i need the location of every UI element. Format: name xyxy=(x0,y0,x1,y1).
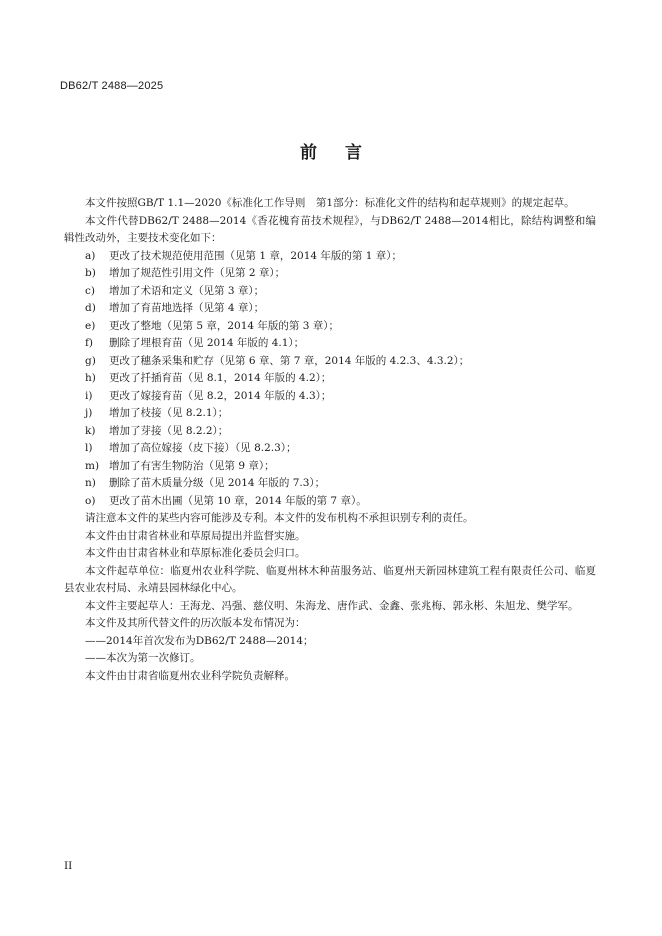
list-marker: l) xyxy=(85,442,93,454)
list-marker: o) xyxy=(85,494,96,507)
list-text: 删除了埋根育苗（见 2014 年版的 4.1）； xyxy=(109,337,305,349)
list-marker: g) xyxy=(85,354,96,367)
version-history-item: ——本次为第一次修订。 xyxy=(85,652,201,664)
list-item xyxy=(85,493,596,511)
page-number: II xyxy=(64,860,73,872)
list-marker: n) xyxy=(85,477,96,489)
list-text: 增加了规范性引用文件（见第 2 章）； xyxy=(109,267,286,279)
list-item xyxy=(85,300,596,318)
drafting-units: 本文件起草单位：临夏州农业科学院、临夏州林木种苗服务站、临夏州天新园林建筑工程有限责任公司、临夏县农业农村局、永靖县园林绿化中心。 xyxy=(64,564,596,594)
list-text: 更改了苗木出圃（见第 10 章，2014 年版的第 7 章）。 xyxy=(109,494,367,507)
list-marker: k) xyxy=(85,424,96,437)
list-text: 增加了术语和定义（见第 3 章）； xyxy=(109,284,265,297)
list-item xyxy=(85,388,596,406)
list-text: 删除了苗木质量分级（见 2014 年版的 7.3）； xyxy=(109,477,326,489)
list-marker: f) xyxy=(85,337,93,349)
list-item xyxy=(85,475,596,493)
list-marker: j) xyxy=(85,407,93,419)
preface-body xyxy=(64,195,596,685)
list-item xyxy=(85,248,596,266)
page-title: 前言 xyxy=(300,143,390,163)
drafters: 本文件主要起草人：王海龙、冯强、慈仪明、朱海龙、唐作武、金鑫、张兆梅、郭永彬、朱旭龙、樊学军。 xyxy=(85,599,579,612)
list-marker: h) xyxy=(85,372,96,384)
list-item xyxy=(85,353,596,371)
list-marker: b) xyxy=(85,267,96,279)
list-item xyxy=(85,440,596,458)
list-item xyxy=(85,265,596,283)
list-text: 更改了技术规范使用范围（见第 1 章，2014 年版的第 1 章）； xyxy=(109,249,403,262)
list-marker: c) xyxy=(85,284,95,297)
list-item xyxy=(85,318,596,336)
list-text: 增加了有害生物防治（见第 9 章）； xyxy=(109,459,275,472)
list-text: 增加了芽接（见 8.2.2）； xyxy=(109,424,229,437)
version-history-item: ——2014年首次发布为DB62/T 2488—2014； xyxy=(85,634,314,647)
list-text: 增加了枝接（见 8.2.1）； xyxy=(109,407,229,419)
list-item xyxy=(85,335,596,353)
list-text: 增加了高位嫁接（皮下接）（见 8.2.3）； xyxy=(109,442,297,454)
list-item xyxy=(85,405,596,423)
version-history-intro: 本文件及其所代替文件的历次版本发布情况为： xyxy=(85,617,306,629)
list-text: 更改了穗条采集和贮存（见第 6 章、第 7 章，2014 年版的 4.2.3、4.3.2）； xyxy=(109,354,470,367)
intro-paragraph-1: 本文件按照GB/T 1.1—2020《标准化工作导则 第1部分：标准化文件的结构和起草规则》的规定起草。 xyxy=(85,197,575,209)
intro-paragraph-2: 本文件代替DB62/T 2488—2014《香花槐育苗技术规程》，与DB62/T 2488—2014相比，除结构调整和编辑性改动外，主要技术变化如下： xyxy=(64,214,596,244)
patent-notice: 请注意本文件的某些内容可能涉及专利。本文件的发布机构不承担识别专利的责任。 xyxy=(85,512,474,524)
list-marker: d) xyxy=(85,302,96,314)
centralized-statement: 本文件由甘肃省林业和草原标准化委员会归口。 xyxy=(85,547,306,559)
proposer-statement: 本文件由甘肃省林业和草原局提出并监督实施。 xyxy=(85,529,306,542)
list-marker: m) xyxy=(85,459,100,472)
list-marker: e) xyxy=(85,319,96,332)
list-text: 更改了扦插育苗（见 8.1，2014 年版的 4.2）； xyxy=(109,372,332,384)
list-marker: a) xyxy=(85,249,96,262)
list-text: 更改了嫁接育苗（见 8.2，2014 年版的 4.3）； xyxy=(109,389,332,402)
list-item xyxy=(85,423,596,441)
interpretation-statement: 本文件由甘肃省临夏州农业科学院负责解释。 xyxy=(85,669,295,682)
list-item xyxy=(85,370,596,388)
list-text: 更改了整地（见第 5 章，2014 年版的第 3 章）； xyxy=(109,319,340,332)
standard-code: DB62/T 2488—2025 xyxy=(60,80,164,92)
technical-changes-list xyxy=(64,248,596,511)
list-item xyxy=(85,283,596,301)
list-text: 增加了育苗地选择（见第 4 章）； xyxy=(109,302,265,314)
list-item xyxy=(85,458,596,476)
list-marker: i) xyxy=(85,389,93,402)
